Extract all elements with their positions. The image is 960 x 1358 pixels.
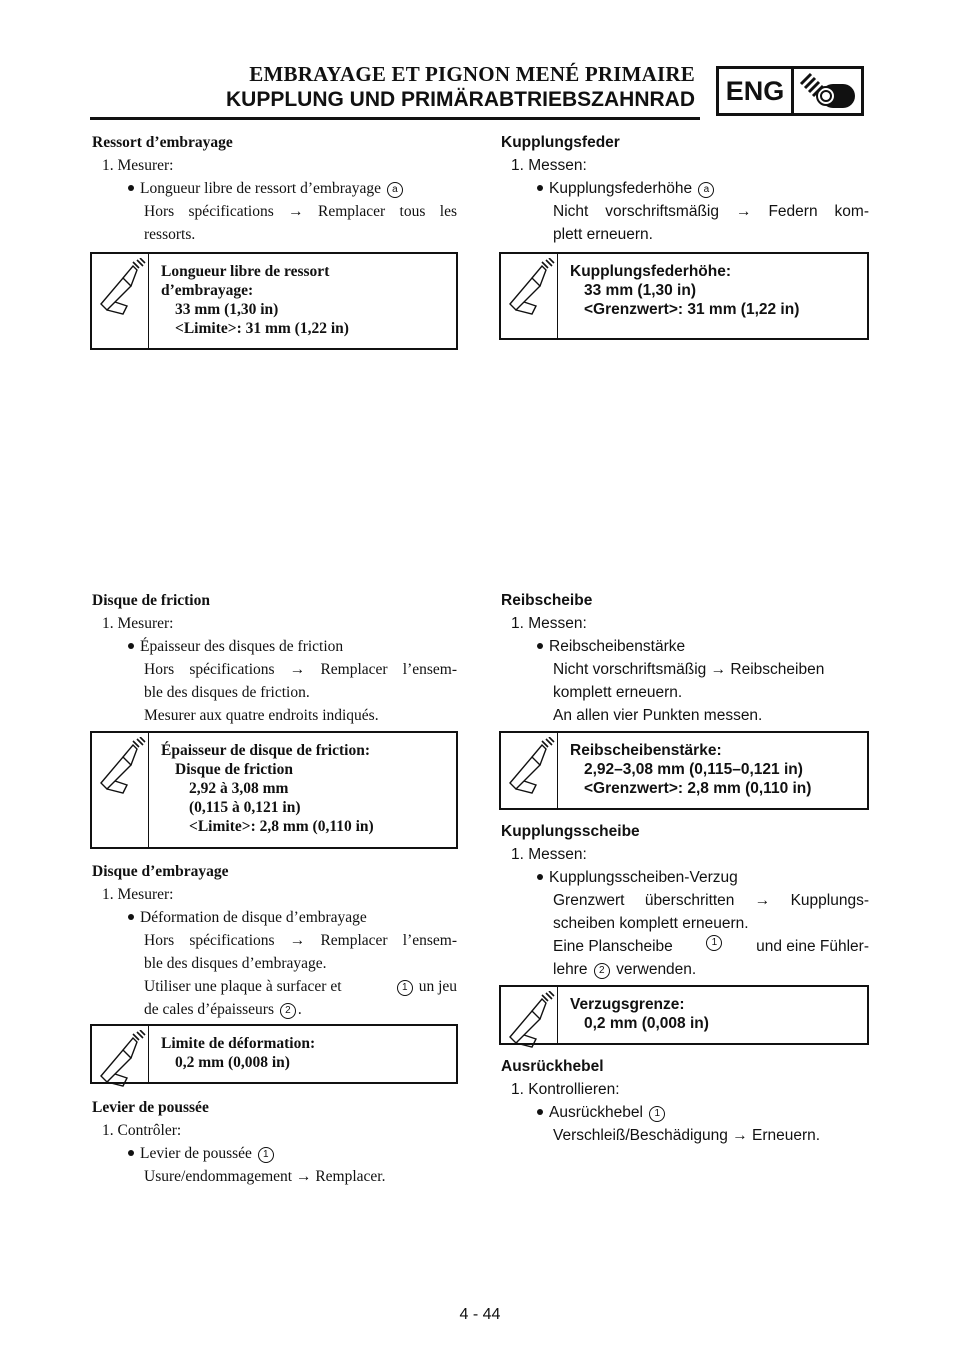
instruction-line: komplett erneuern. — [553, 684, 683, 701]
instruction-line: ressorts. — [144, 226, 196, 243]
section-heading: Ausrückhebel — [501, 1058, 604, 1075]
text-fragment: verwenden. — [616, 961, 697, 978]
spec-line: (0,115 à 0,121 in) — [189, 799, 301, 816]
fr-section-push-lever — [92, 1096, 457, 1188]
spec-line: Kupplungsfederhöhe: — [570, 263, 732, 280]
bullet-item — [92, 1142, 457, 1165]
section-heading: Kupplungsscheibe — [501, 823, 640, 840]
de-section-push-lever — [501, 1055, 869, 1147]
spec-line: Épaisseur de disque de friction: — [161, 742, 370, 759]
page-title-de: KUPPLUNG UND PRIMÄRABTRIEBSZAHNRAD — [226, 88, 695, 111]
spec-line: 0,2 mm (0,008 in) — [584, 1015, 709, 1032]
de-section-clutch-spring — [501, 131, 869, 246]
header-rule — [90, 117, 700, 120]
instruction-line: Nicht vorschriftsmäßig → Reibscheiben — [553, 661, 825, 678]
instruction-line: Verschleiß/Beschädigung → Erneuern. — [553, 1127, 821, 1144]
spec-line: 2,92 à 3,08 mm — [189, 780, 289, 797]
bullet-icon — [128, 643, 134, 649]
instruction-line: plett erneuern. — [553, 226, 653, 243]
section-heading: Ressort d’embrayage — [92, 134, 233, 151]
step: 1. Mesurer: — [102, 886, 174, 903]
caliper-icon — [92, 733, 149, 847]
text-fragment: Eine Planscheibe — [553, 938, 673, 955]
step: 1. Mesurer: — [102, 615, 174, 632]
spec-line: <Limite>: 2,8 mm (0,110 in) — [189, 818, 374, 835]
section-heading: Disque de friction — [92, 592, 210, 609]
instruction-line: Grenzwert überschritten → Kupplungs- — [553, 892, 869, 909]
bullet-item — [92, 906, 457, 929]
spec-box — [90, 1024, 458, 1084]
instruction-line — [92, 975, 457, 998]
step: 1. Messen: — [511, 615, 587, 632]
instruction-line: ble des disques d’embrayage. — [144, 955, 327, 972]
instruction-line: Hors spécifications → Remplacer l’ensem- — [144, 932, 457, 949]
spec-line: Limite de déformation: — [161, 1035, 316, 1052]
instruction-line — [501, 935, 869, 958]
instruction-line: Usure/endommagement → Remplacer. — [144, 1168, 386, 1185]
bullet-text: Kupplungsfederhöhe — [549, 180, 693, 197]
bullet-text: Reibscheibenstärke — [549, 638, 686, 655]
ref-marker: 1 — [397, 980, 413, 996]
spec-box — [499, 985, 869, 1045]
caliper-icon — [501, 254, 558, 338]
caliper-icon — [501, 987, 558, 1043]
bullet-text: Longueur libre de ressort d’embrayage — [140, 180, 382, 197]
ref-marker: 2 — [594, 963, 610, 979]
instruction-line — [92, 998, 457, 1021]
text-fragment: lehre — [553, 961, 588, 978]
spec-line: <Grenzwert>: 31 mm (1,22 in) — [584, 301, 800, 318]
ref-marker: 1 — [258, 1147, 274, 1163]
de-section-clutch-plate — [501, 820, 869, 981]
spec-line: <Grenzwert>: 2,8 mm (0,110 in) — [584, 780, 812, 797]
page-number: 4 - 44 — [459, 1306, 501, 1323]
spec-line: Longueur libre de ressort — [161, 263, 330, 280]
section-heading: Disque d’embrayage — [92, 863, 229, 880]
section-heading: Levier de poussée — [92, 1099, 209, 1116]
fr-section-clutch-spring — [92, 131, 457, 246]
text-fragment: un jeu — [418, 978, 457, 995]
text-fragment: de cales d’épaisseurs — [144, 1001, 274, 1018]
spec-text — [558, 254, 799, 338]
caliper-icon — [92, 1026, 149, 1082]
ref-marker: 1 — [649, 1106, 665, 1122]
spec-text — [558, 987, 709, 1043]
spec-line: 33 mm (1,30 in) — [584, 282, 696, 299]
bullet-icon — [128, 914, 134, 920]
bullet-icon — [128, 185, 134, 191]
caliper-icon — [501, 733, 558, 808]
bullet-icon — [128, 1150, 134, 1156]
spec-text — [558, 733, 811, 808]
spec-box — [499, 731, 869, 810]
text-fragment: und eine Fühler- — [756, 938, 869, 955]
page-title-fr: EMBRAYAGE ET PIGNON MENÉ PRIMAIRE — [249, 62, 695, 86]
section-heading: Kupplungsfeder — [501, 134, 620, 151]
text-fragment: Utiliser une plaque à surfacer et — [144, 978, 342, 995]
bullet-item — [501, 635, 869, 658]
instruction-line: Nicht vorschriftsmäßig → Federn kom- — [553, 203, 869, 220]
ref-marker: 2 — [280, 1003, 296, 1019]
instruction-line: ble des disques de friction. — [144, 684, 310, 701]
step: 1. Messen: — [511, 846, 587, 863]
step: 1. Kontrollieren: — [511, 1081, 620, 1098]
instruction-line: An allen vier Punkten messen. — [553, 707, 763, 724]
bullet-text: Kupplungsscheiben-Verzug — [549, 869, 738, 886]
ref-marker: a — [387, 182, 403, 198]
ref-marker: 1 — [706, 935, 722, 951]
spec-line: <Limite>: 31 mm (1,22 in) — [175, 320, 349, 337]
bullet-item — [92, 635, 457, 658]
spec-line: Verzugsgrenze: — [570, 996, 685, 1013]
instruction-line: Hors spécifications → Remplacer tous les — [144, 203, 457, 220]
instruction-line: scheiben komplett erneuern. — [553, 915, 749, 932]
spec-line: 0,2 mm (0,008 in) — [175, 1054, 290, 1071]
spec-box — [90, 252, 458, 350]
bullet-icon — [537, 185, 543, 191]
step: 1. Messen: — [511, 157, 587, 174]
spec-text — [149, 254, 349, 348]
fr-section-clutch-plate — [92, 860, 457, 1021]
spec-box — [499, 252, 869, 340]
instruction-line: Mesurer aux quatre endroits indiqués. — [144, 707, 379, 724]
bullet-icon — [537, 643, 543, 649]
bullet-text: Déformation de disque d’embrayage — [140, 909, 367, 926]
caliper-icon — [92, 254, 149, 348]
section-heading: Reibscheibe — [501, 592, 593, 609]
bullet-item — [501, 177, 869, 200]
bullet-text: Levier de poussée — [140, 1145, 252, 1162]
section-badge-label: ENG — [719, 69, 794, 113]
bullet-text: Épaisseur des disques de friction — [140, 638, 344, 655]
bullet-icon — [537, 1109, 543, 1115]
bullet-item — [92, 177, 457, 200]
bullet-item — [501, 866, 869, 889]
bullet-text: Ausrückhebel — [549, 1104, 643, 1121]
instruction-line: Hors spécifications → Remplacer l’ensem- — [144, 661, 457, 678]
instruction-line — [501, 958, 869, 981]
ref-marker: a — [698, 182, 714, 198]
section-badge — [716, 66, 864, 116]
spec-text — [149, 1026, 315, 1082]
fr-section-friction-plate — [92, 589, 457, 727]
bullet-item — [501, 1101, 869, 1124]
step: 1. Mesurer: — [102, 157, 174, 174]
spec-line: 2,92–3,08 mm (0,115–0,121 in) — [584, 761, 803, 778]
spec-line: d’embrayage: — [161, 282, 254, 299]
spec-box — [90, 731, 458, 849]
spec-line: Disque de friction — [175, 761, 293, 778]
text-fragment: . — [297, 1001, 302, 1018]
spec-text — [149, 733, 374, 847]
de-section-friction-plate — [501, 589, 869, 727]
step: 1. Contrôler: — [102, 1122, 182, 1139]
bullet-icon — [537, 874, 543, 880]
engine-icon — [794, 69, 861, 113]
spec-line: Reibscheibenstärke: — [570, 742, 722, 759]
spec-line: 33 mm (1,30 in) — [175, 301, 279, 318]
